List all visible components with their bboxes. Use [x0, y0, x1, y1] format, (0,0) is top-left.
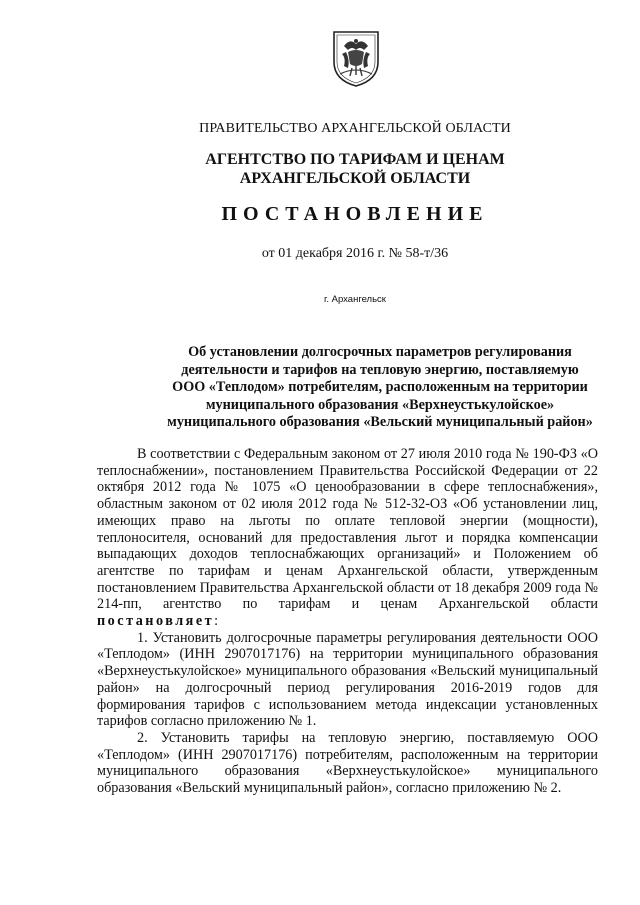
- agency-name-line-2: АРХАНГЕЛЬСКОЙ ОБЛАСТИ: [239, 170, 471, 187]
- subject-line-5: муниципального образования «Вельский муниципальный район»: [167, 414, 593, 430]
- subject-line-3: ООО «Теплодом» потребителям, расположенным на территории: [172, 379, 588, 395]
- coat-of-arms-emblem: [326, 28, 386, 88]
- preamble-text: В соответствии с Федеральным законом от 27 июля 2010 года № 190-ФЗ «О теплоснабжении», постановлением Правительства Российской Федерации от 22 октября 2012 года № 1075 «О ценообразовании в сфере теплоснабжения», областным законом от 02 июля 2012 года № 512-32-ОЗ «Об установлении лиц, имеющих право на льготы по оплате тепловой энергии (мощности), теплоносителя, оснований для предоставления льгот и порядка компенсации выпадающих доходов теплоснабжающих организаций» и Положением об агентстве по тарифам и ценам Архангельской области, утвержденным постановлением Правительства Архангельской области от 18 декабря 2009 года № 214-пп, агентство по тарифам и ценам Архангельской области: [97, 446, 598, 613]
- subject-line-2: деятельности и тарифов на тепловую энергию, поставляемую: [181, 361, 579, 378]
- subject-line-4: муниципального образования «Верхнеустькулойское»: [205, 396, 555, 413]
- agency-name: [0, 150, 640, 188]
- decree-date-number: от 01 декабря 2016 г. № 58-т/36: [261, 246, 449, 261]
- agency-name-line-1: АГЕНТСТВО ПО ТАРИФАМ И ЦЕНАМ: [205, 151, 505, 168]
- item-2-paragraph: 2. Установить тарифы на тепловую энергию, поставляемую ООО «Теплодом» (ИНН 2907017176) потребителям, расположенным на территории муниципального образования «Верхнеустькулойское» муниципального образования «Вельский муниципальный район», согласно приложению № 2.: [97, 729, 598, 797]
- coat-of-arms-icon: [326, 28, 386, 88]
- decree-subject: [100, 344, 640, 432]
- preamble-paragraph: [97, 446, 598, 630]
- issue-city: г. Архангельск: [324, 294, 386, 305]
- decree-body: [97, 446, 598, 797]
- government-name: ПРАВИТЕЛЬСТВО АРХАНГЕЛЬСКОЙ ОБЛАСТИ: [199, 121, 511, 136]
- subject-line-1: Об установлении долгосрочных параметров регулирования: [188, 344, 572, 360]
- item-1-paragraph: 1. Установить долгосрочные параметры регулирования деятельности ООО «Теплодом» (ИНН 2907017176) на территории муниципального образования «Верхнеустькулойское» муниципального образования «Вельский муниципальный район» на долгосрочный период регулирования 2016-2019 годов для формирования тарифов с использованием метода индексации установленных тарифов согласно приложению № 1.: [97, 629, 598, 730]
- resolves-word: постановляет: [97, 613, 215, 630]
- resolves-colon: :: [214, 613, 219, 630]
- document-type-title: ПОСТАНОВЛЕНИЕ: [221, 203, 489, 225]
